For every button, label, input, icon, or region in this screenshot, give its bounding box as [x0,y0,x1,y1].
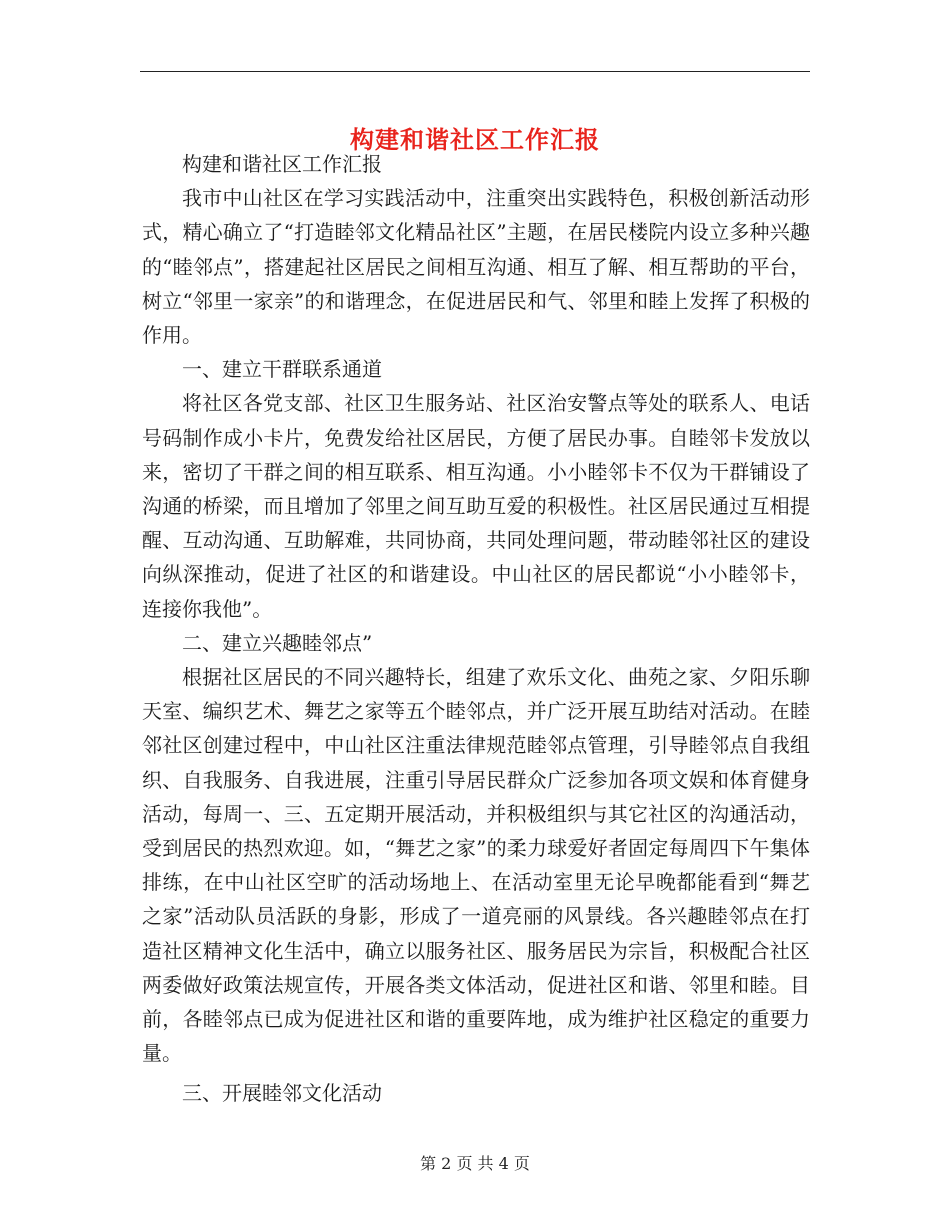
section-heading-1: 一、建立干群联系通道 [182,357,382,382]
paragraph-section-1: 将社区各党支部、社区卫生服务站、社区治安警点等处的联系人、电话号码制作成小卡片，免费发给社区居民，方便了居民办事。自睦邻卡发放以来，密切了干群之间的相互联系、相互沟通。小小睦邻卡不仅为干群铺设了沟通的桥梁，而且增加了邻里之间互助互爱的积极性。社区居民通过互相提醒、互动沟通、互助解难，共同协商，共同处理问题，带动睦邻社区的建设向纵深推动，促进了社区的和谐建设。中山社区的居民都说“小小睦邻卡，连接你我他”。 [142,391,810,621]
document-title: 构建和谐社区工作汇报 [350,125,600,155]
section-heading-2: 二、建立兴趣睦邻点” [182,630,373,655]
paragraph-intro: 我市中山社区在学习实践活动中，注重突出实践特色，积极创新活动形式，精心确立了“打造睦邻文化精品社区”主题，在居民楼院内设立多种兴趣的“睦邻点”，搭建起社区居民之间相互沟通、相互了解、相互帮助的平台，树立“邻里一家亲”的和谐理念，在促进居民和气、邻里和睦上发挥了积极的作用。 [142,186,810,348]
paragraph-subtitle: 构建和谐社区工作汇报 [182,152,382,176]
page-footer [0,1152,950,1176]
page-number-label: 第 2 页 共 4 页 [420,1154,530,1173]
document-body [142,147,810,1111]
section-heading-3: 三、开展睦邻文化活动 [182,1081,382,1106]
header-rule [140,71,810,72]
paragraph-section-2: 根据社区居民的不同兴趣特长，组建了欢乐文化、曲苑之家、夕阳乐聊天室、编织艺术、舞艺之家等五个睦邻点，并广泛开展互助结对活动。在睦邻社区创建过程中，中山社区注重法律规范睦邻点管理，引导睦邻点自我组织、自我服务、自我进展，注重引导居民群众广泛参加各项文娱和体育健身活动，每周一、三、五定期开展活动，并积极组织与其它社区的沟通活动，受到居民的热烈欢迎。如，“舞艺之家”的柔力球爱好者固定每周四下午集体排练，在中山社区空旷的活动场地上、在活动室里无论早晚都能看到“舞艺之家”活动队员活跃的身影，形成了一道亮丽的风景线。各兴趣睦邻点在打造社区精神文化生活中，确立以服务社区、服务居民为宗旨，积极配合社区两委做好政策法规宣传，开展各类文体活动，促进社区和谐、邻里和睦。目前，各睦邻点已成为促进社区和谐的重要阵地，成为维护社区稳定的重要力量。 [142,665,810,1066]
